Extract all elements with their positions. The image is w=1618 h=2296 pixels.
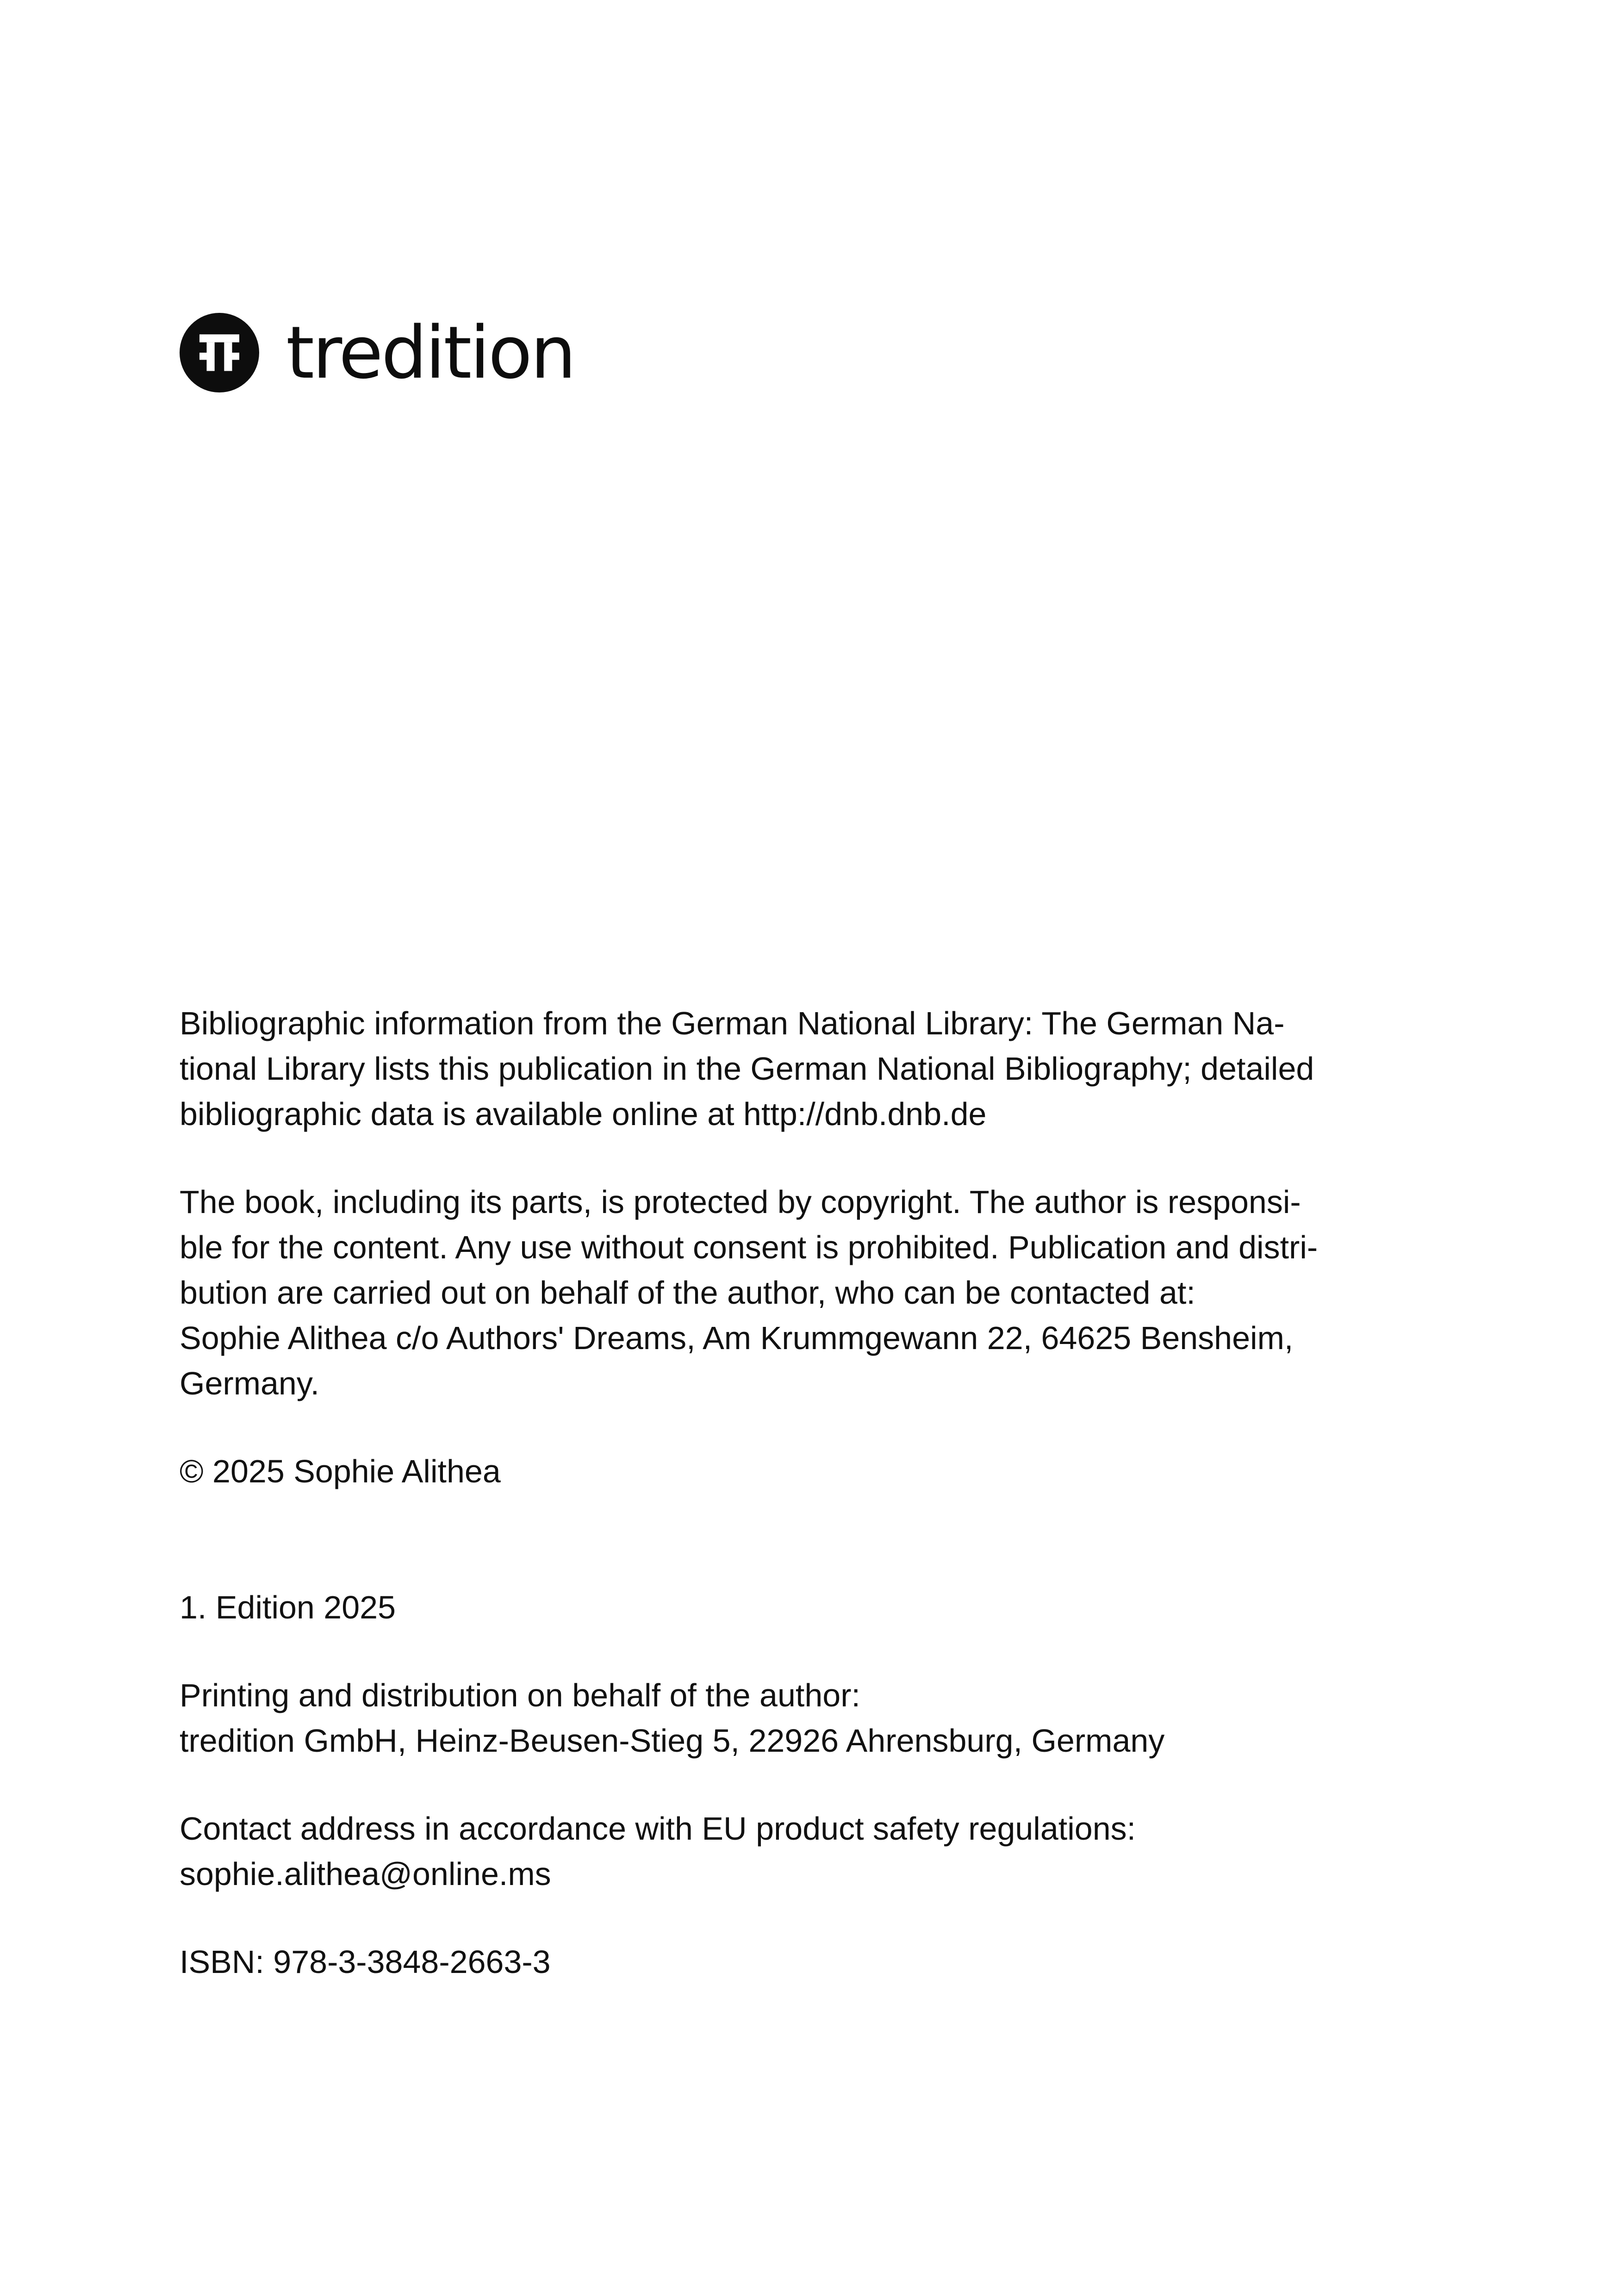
isbn-line: ISBN: 978-3-3848-2663-3: [180, 1944, 551, 1980]
printing-line: tredition GmbH, Heinz-Beusen-Stieg 5, 22926 Ahrensburg, Germany: [180, 1723, 1165, 1759]
contact-info: [180, 1806, 1457, 1897]
copyright-notice-line: Germany.: [180, 1365, 320, 1401]
tredition-logo-icon: [180, 313, 259, 392]
copyright-notice-line: ble for the content. Any use without consent is prohibited. Publication and distri-: [180, 1229, 1318, 1265]
contact-line: Contact address in accordance with EU product safety regulations:: [180, 1811, 1136, 1847]
publisher-wordmark: tredition: [286, 311, 575, 395]
copyright-notice-line: Sophie Alithea c/o Authors' Dreams, Am Krummgewann 22, 64625 Bensheim,: [180, 1320, 1294, 1356]
printing-info: [180, 1673, 1457, 1763]
copyright-notice: [180, 1179, 1457, 1406]
publisher-logo: [180, 311, 575, 395]
copyright-line: © 2025 Sophie Alithea: [180, 1453, 501, 1489]
copyright-notice-line: The book, including its parts, is protected by copyright. The author is responsi-: [180, 1184, 1301, 1220]
bibliographic-info: [180, 1001, 1457, 1137]
bibliographic-line: bibliographic data is available online at http://dnb.dnb.de: [180, 1096, 987, 1132]
bibliographic-line: tional Library lists this publication in the German National Bibliography; detailed: [180, 1051, 1314, 1087]
copyright-notice-line: bution are carried out on behalf of the author, who can be contacted at:: [180, 1275, 1195, 1311]
edition-line: 1. Edition 2025: [180, 1589, 396, 1625]
contact-email: sophie.alithea@online.ms: [180, 1856, 551, 1892]
bibliographic-line: Bibliographic information from the German National Library: The German Na-: [180, 1005, 1285, 1041]
printing-line: Printing and distribution on behalf of the author:: [180, 1677, 860, 1713]
imprint-block: [180, 1001, 1457, 1985]
